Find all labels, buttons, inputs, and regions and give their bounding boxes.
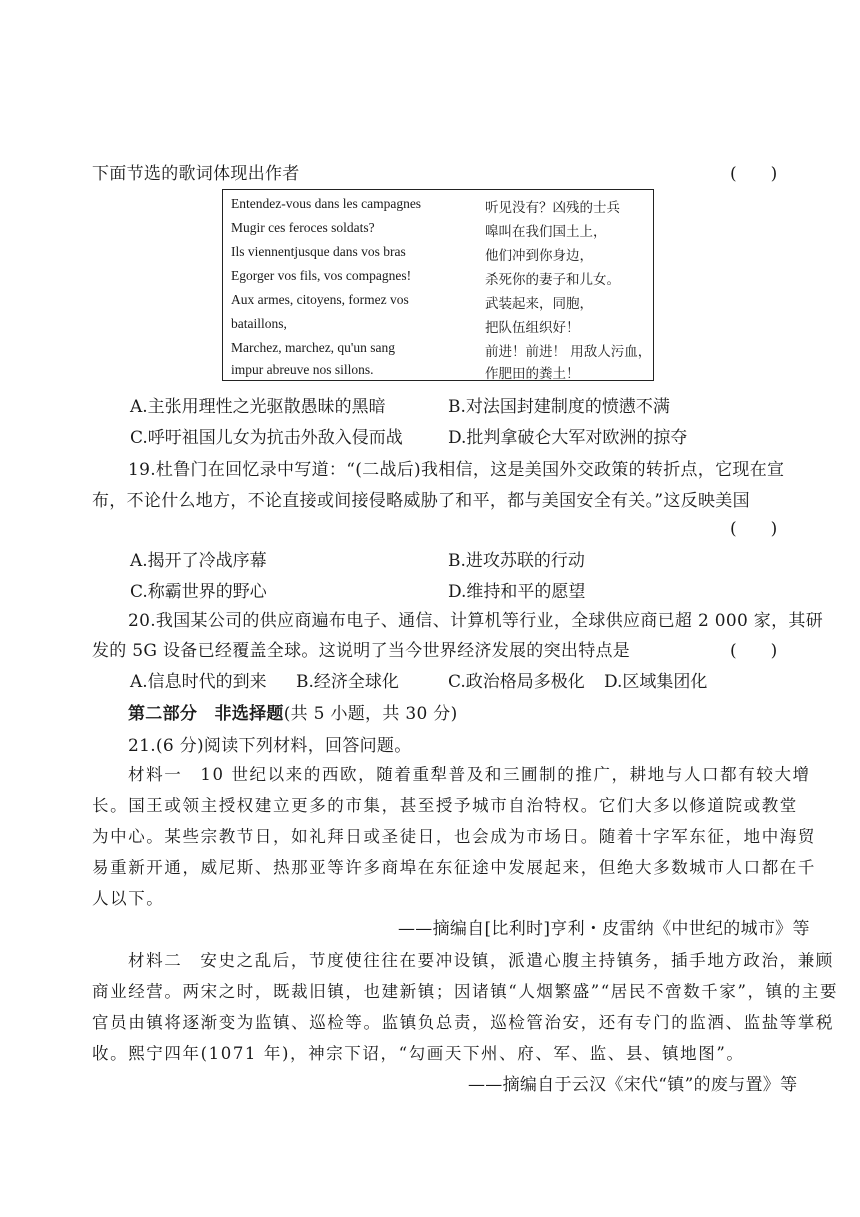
q20-line-1: 20.我国某公司的供应商遍布电子、通信、计算机等行业，全球供应商已超 2 000 家，其研 <box>128 611 824 631</box>
q19-option-b: B.进攻苏联的行动 <box>448 551 585 571</box>
q20-option-a: A.信息时代的到来 <box>130 672 267 692</box>
q18-option-a: A.主张用理性之光驱散愚昧的黑暗 <box>130 397 386 417</box>
q20-line-2: 发的 5G 设备已经覆盖全球。这说明了当今世界经济发展的突出特点是 <box>92 641 631 661</box>
lyric-cn-line: 作肥田的粪土！ <box>485 366 580 382</box>
q19-option-a: A.揭开了冷战序幕 <box>130 551 267 571</box>
lyric-fr-line: impur abreuve nos sillons. <box>231 362 374 377</box>
q20-option-d: D.区域集团化 <box>604 672 708 692</box>
lyric-cn-line: 听见没有？凶残的士兵 <box>485 200 620 216</box>
q18-answer-paren: ( ) <box>730 164 778 184</box>
lyric-cn-line: 武装起来，同胞， <box>485 296 593 312</box>
lyric-fr-line: Mugir ces feroces soldats? <box>231 220 375 235</box>
q18-option-d: D.批判拿破仑大军对欧洲的掠夺 <box>448 428 688 448</box>
lyric-fr-line: Entendez-vous dans les campagnes <box>231 196 422 211</box>
q20-option-b: B.经济全球化 <box>296 672 399 692</box>
lyric-fr-line: Ils viennentjusque dans vos bras <box>231 244 406 259</box>
material-1-line: 易重新开通，威尼斯、热那亚等许多商埠在东征途中发展起来，但绝大多数城市人口都在千 <box>92 858 816 877</box>
q20-option-c: C.政治格局多极化 <box>448 672 585 692</box>
material-2-source: ——摘编自于云汉《宋代“镇”的废与置》等 <box>468 1075 798 1095</box>
material-1-line: 材料一 10 世纪以来的西欧，随着重犁普及和三圃制的推广，耕地与人口都有较大增 <box>128 765 811 784</box>
material-2-line: 收。熙宁四年(1071 年)，神宗下诏，“勾画天下州、府、军、监、县、镇地图”。 <box>92 1044 745 1063</box>
q18-option-b: B.对法国封建制度的愤懑不满 <box>448 397 670 417</box>
part2-heading <box>128 699 458 724</box>
lyric-cn-line: 把队伍组织好！ <box>485 320 580 336</box>
q19-option-d: D.维持和平的愿望 <box>448 582 586 602</box>
lyric-cn-line: 他们冲到你身边， <box>485 248 593 264</box>
part2-note: (共 5 小题，共 30 分) <box>283 704 458 724</box>
lyric-fr-line: Egorger vos fils, vos compagnes! <box>231 268 412 283</box>
q18-option-c: C.呼吁祖国儿女为抗击外敌入侵而战 <box>130 428 403 448</box>
lyric-cn-line: 前进！前进！ 用敌人污血， <box>485 344 652 360</box>
material-1-line: 为中心。某些宗教节日，如礼拜日或圣徒日，也会成为市场日。随着十字军东征，地中海贸 <box>92 827 816 846</box>
q20-answer-paren: ( ) <box>730 641 778 661</box>
material-1-line: 长。国王或领主授权建立更多的市集，甚至授予城市自治特权。它们大多以修道院或教堂 <box>92 796 798 815</box>
q18-stem: 下面节选的歌词体现出作者 <box>92 164 300 184</box>
lyrics-table <box>222 189 654 381</box>
part2-title: 第二部分 非选择题 <box>128 704 284 724</box>
material-2-line: 官员由镇将逐渐变为监镇、巡检等。监镇负总责，巡检管治安，还有专门的监酒、监盐等掌税 <box>92 1013 835 1032</box>
lyric-cn-line: 杀死你的妻子和儿女。 <box>485 272 620 288</box>
q19-option-c: C.称霸世界的野心 <box>130 582 267 602</box>
lyric-cn-line: 嗥叫在我们国土上， <box>485 224 607 240</box>
q21-stem: 21.(6 分)阅读下列材料，回答问题。 <box>128 736 412 756</box>
q19-line-1: 19.杜鲁门在回忆录中写道：“(二战后)我相信，这是美国外交政策的转折点，它现在宣 <box>128 460 785 480</box>
material-2-line: 商业经营。两宋之时，既裁旧镇，也建新镇；因诸镇“人烟繁盛”“居民不啻数千家”，镇的主要 <box>92 982 839 1001</box>
lyric-fr-line: Aux armes, citoyens, formez vos <box>231 292 409 307</box>
material-2-line: 材料二 安史之乱后，节度使往往在要冲设镇，派遣心腹主持镇务，插手地方政治，兼顾 <box>128 951 834 970</box>
lyric-fr-line: bataillons, <box>231 316 287 331</box>
q19-line-2: 布，不论什么地方，不论直接或间接侵略威胁了和平，都与美国安全有关。”这反映美国 <box>92 491 750 511</box>
material-1-line: 人以下。 <box>92 889 165 908</box>
q19-answer-paren: ( ) <box>730 519 778 539</box>
material-1-source: ——摘编自[比利时]亨利・皮雷纳《中世纪的城市》等 <box>398 919 810 939</box>
lyric-fr-line: Marchez, marchez, qu'un sang <box>231 340 395 355</box>
